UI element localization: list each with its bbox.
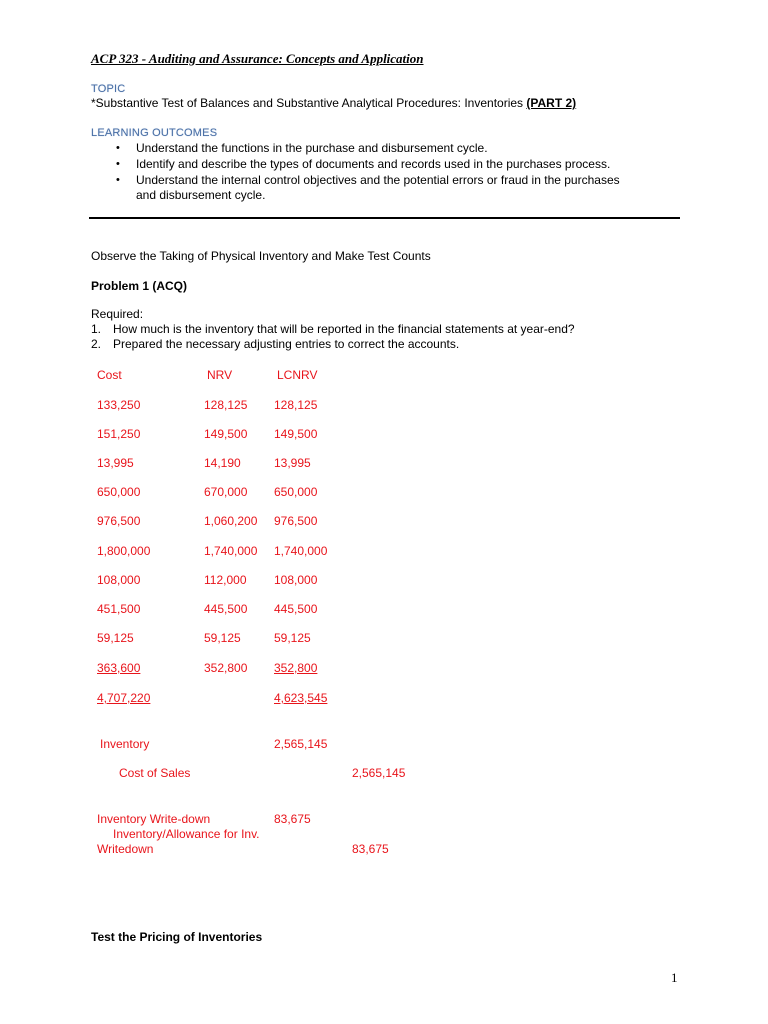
lcnrv-cell: 108,000 — [274, 573, 318, 587]
nrv-cell: 59,125 — [204, 631, 241, 645]
outcome-item-3-cont: and disbursement cycle. — [136, 188, 266, 202]
bullet-icon: • — [116, 174, 120, 186]
lcnrv-cell: 13,995 — [274, 456, 311, 470]
outcome-item-2: Identify and describe the types of documents and records used in the purchases process. — [136, 157, 611, 171]
required-num-1: 1. — [91, 322, 102, 336]
entry1-credit-account: Cost of Sales — [119, 766, 191, 780]
lcnrv-cell: 650,000 — [274, 485, 318, 499]
required-item-1: How much is the inventory that will be reported in the financial statements at year-end? — [113, 322, 575, 336]
cost-cell: 451,500 — [97, 602, 141, 616]
entry2-debit-amount: 83,675 — [274, 812, 311, 826]
section-title: Observe the Taking of Physical Inventory and Make Test Counts — [91, 249, 431, 263]
course-title: ACP 323 - Auditing and Assurance: Concepts and Application — [91, 51, 424, 66]
topic-label: TOPIC — [91, 83, 126, 95]
problem-title: Problem 1 (ACQ) — [91, 279, 188, 293]
nrv-cell: 1,740,000 — [204, 544, 258, 558]
required-label: Required: — [91, 307, 144, 321]
lcnrv-cell: 976,500 — [274, 514, 318, 528]
entry1-debit-account: Inventory — [100, 737, 150, 751]
nrv-cell: 112,000 — [204, 573, 247, 587]
cost-cell: 133,250 — [97, 398, 141, 412]
col-header-nrv: NRV — [207, 368, 233, 382]
cost-cell: 108,000 — [97, 573, 141, 587]
cost-cell: 1,800,000 — [97, 544, 151, 558]
nrv-cell: 352,800 — [204, 661, 248, 675]
total-lcnrv: 4,623,545 — [274, 691, 328, 705]
cost-cell: 151,250 — [97, 427, 141, 441]
cost-cell: 363,600 — [97, 661, 141, 675]
nrv-cell: 1,060,200 — [204, 514, 258, 528]
entry1-credit-amount: 2,565,145 — [352, 766, 406, 780]
bullet-icon: • — [116, 158, 120, 170]
learning-outcomes-label: LEARNING OUTCOMES — [91, 127, 218, 139]
topic-text — [91, 96, 576, 111]
cost-cell: 650,000 — [97, 485, 141, 499]
outcome-item-3: Understand the internal control objectives and the potential errors or fraud in the purchases — [136, 173, 620, 187]
entry1-debit-amount: 2,565,145 — [274, 737, 328, 751]
nrv-cell: 128,125 — [204, 398, 248, 412]
entry2-credit-amount: 83,675 — [352, 842, 389, 856]
col-header-cost: Cost — [97, 368, 122, 382]
entry2-credit-account-cont: Writedown — [97, 842, 154, 856]
entry2-debit-account: Inventory Write-down — [97, 812, 211, 826]
cost-cell: 59,125 — [97, 631, 134, 645]
topic-description: *Substantive Test of Balances and Substantive Analytical Procedures: Inventories — [91, 96, 527, 110]
lcnrv-cell: 352,800 — [274, 661, 318, 675]
lcnrv-cell: 1,740,000 — [274, 544, 328, 558]
bullet-icon: • — [116, 142, 120, 154]
horizontal-divider — [89, 217, 680, 219]
required-item-2: Prepared the necessary adjusting entries to correct the accounts. — [113, 337, 460, 351]
nrv-cell: 149,500 — [204, 427, 248, 441]
cost-cell: 13,995 — [97, 456, 134, 470]
lcnrv-cell: 445,500 — [274, 602, 318, 616]
section2-title: Test the Pricing of Inventories — [91, 930, 263, 944]
col-header-lcnrv: LCNRV — [277, 368, 318, 382]
topic-part: (PART 2) — [526, 96, 577, 110]
lcnrv-cell: 128,125 — [274, 398, 318, 412]
nrv-cell: 14,190 — [204, 456, 241, 470]
nrv-cell: 445,500 — [204, 602, 248, 616]
outcome-item-1: Understand the functions in the purchase and disbursement cycle. — [136, 141, 488, 155]
cost-cell: 976,500 — [97, 514, 141, 528]
required-num-2: 2. — [91, 337, 102, 351]
lcnrv-cell: 59,125 — [274, 631, 311, 645]
entry2-credit-account: Inventory/Allowance for Inv. — [113, 827, 260, 841]
page-number: 1 — [671, 970, 678, 985]
lcnrv-cell: 149,500 — [274, 427, 318, 441]
total-cost: 4,707,220 — [97, 691, 151, 705]
nrv-cell: 670,000 — [204, 485, 248, 499]
